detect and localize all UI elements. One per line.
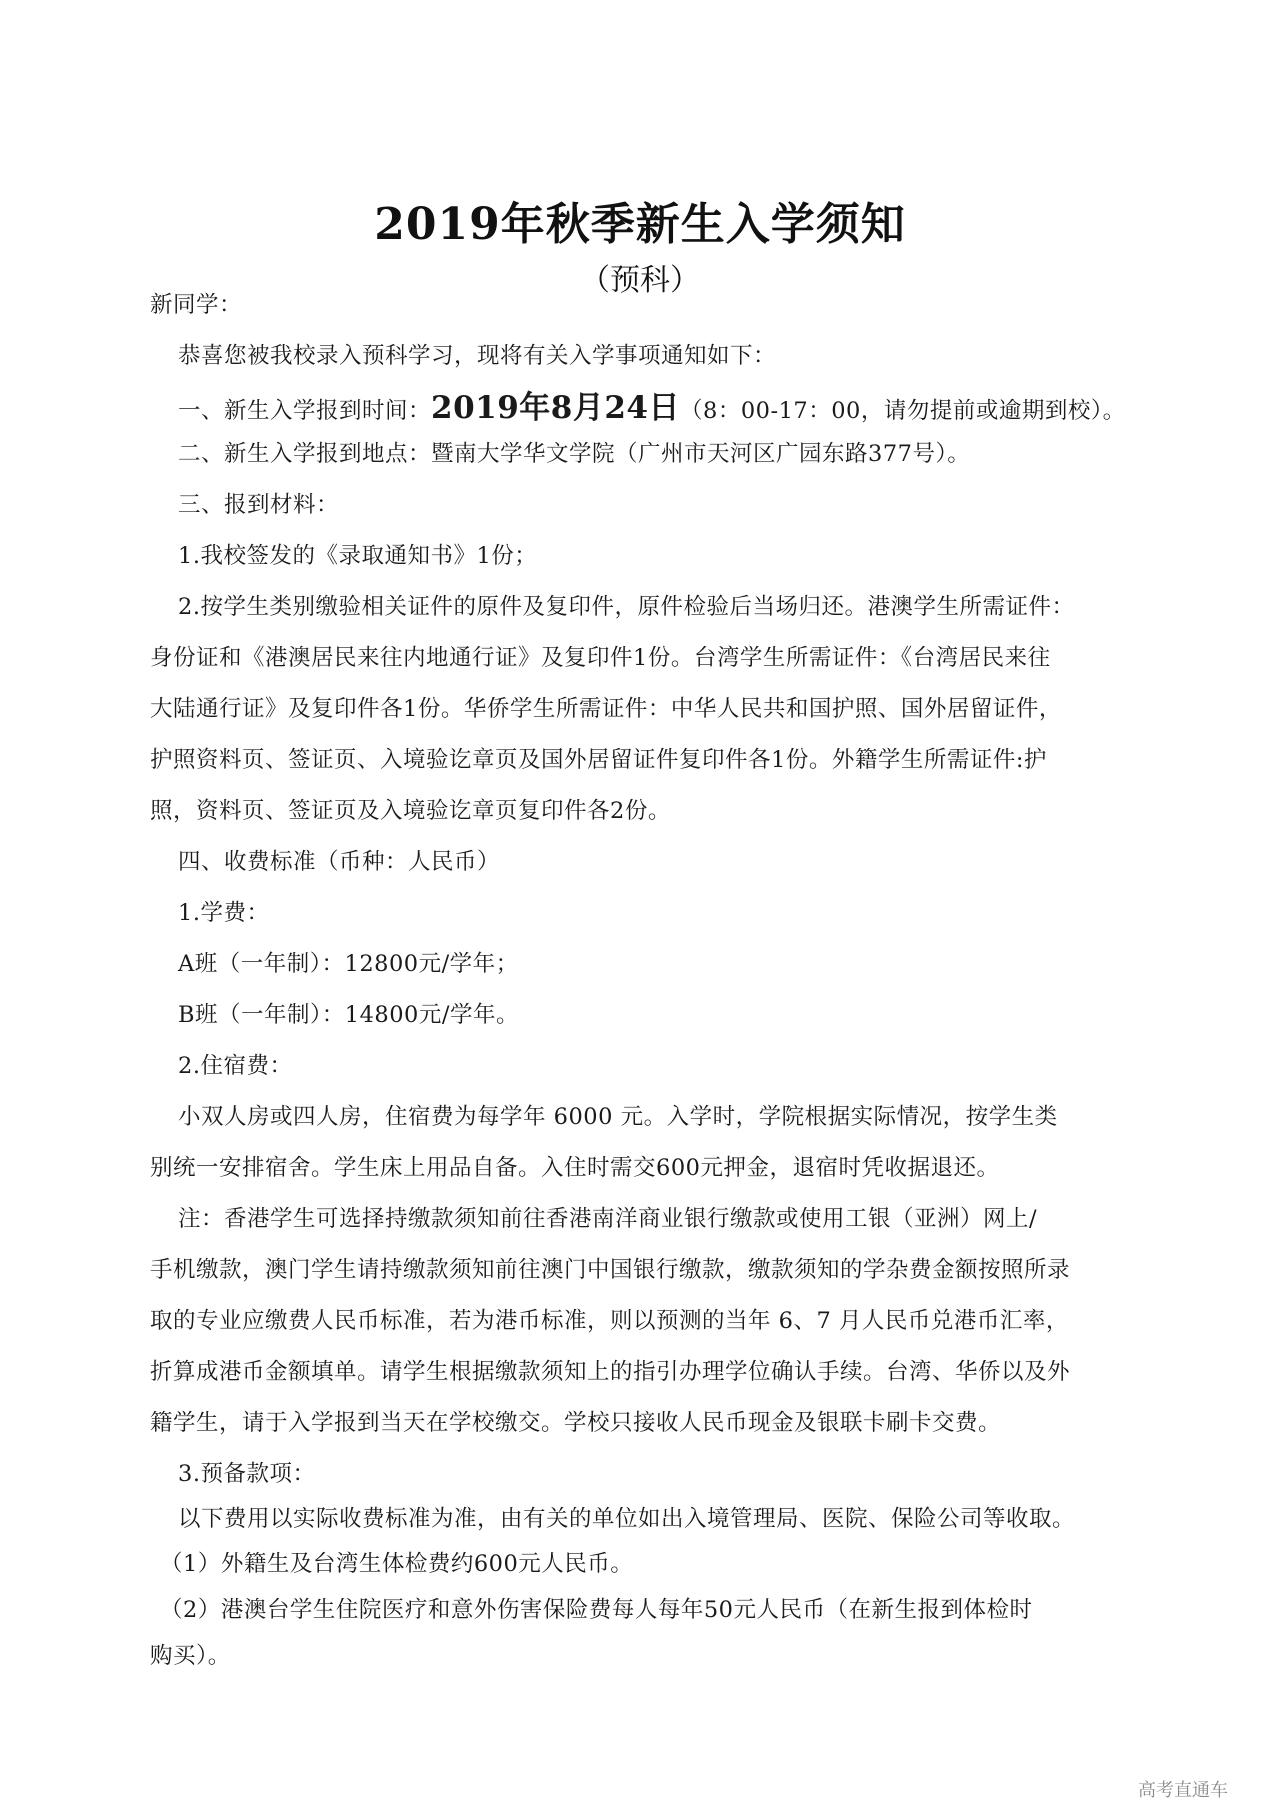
section-2-registration-location: 二、新生入学报到地点：暨南大学华文学院（广州市天河区广园东路377号）。 [178,441,971,467]
materials-item-2-line: 2.按学生类别缴验相关证件的原件及复印件，原件检验后当场归还。港澳学生所需证件： [178,594,1075,620]
reserve-item-2-line: （2）港澳台学生住院医疗和意外伤害保险费每人每年50元人民币（在新生报到体检时 [160,1597,1033,1623]
registration-date: 2019年8月24日 [431,390,681,426]
watermark: 高考直通车 [1138,1780,1228,1801]
reserve-item-2-line: 购买）。 [150,1643,231,1669]
materials-item-2-line: 护照资料页、签证页、入境验讫章页及国外居留证件复印件各1份。外籍学生所需证件:护 [150,747,1047,773]
intro-paragraph: 恭喜您被我校录入预科学习，现将有关入学事项通知如下： [178,343,777,369]
payment-note-line: 折算成港币金额填单。请学生根据缴款须知上的指引办理学位确认手续。台湾、华侨以及外 [150,1359,1071,1385]
document-title: 2019年秋季新生入学须知 [374,199,906,250]
payment-note-line: 籍学生，请于入学报到当天在学校缴交。学校只接收人民币现金及银联卡刷卡交费。 [150,1410,1002,1436]
section-1-registration-time [178,382,1126,427]
payment-note-line: 取的专业应缴费人民币标准，若为港币标准，则以预测的当年 6、7 月人民币兑港币汇率， [150,1308,1069,1334]
section-4-heading: 四、收费标准（币种：人民币） [178,849,501,875]
tuition-heading: 1.学费： [178,900,270,926]
reserve-heading: 3.预备款项： [178,1461,316,1487]
dorm-line: 别统一安排宿舍。学生床上用品自备。入住时需交600元押金，退宿时凭收据退还。 [150,1155,1000,1181]
reserve-intro: 以下费用以实际收费标准为准，由有关的单位如出入境管理局、医院、保险公司等收取。 [178,1506,1076,1532]
payment-note-line: 手机缴款，澳门学生请持缴款须知前往澳门中国银行缴款，缴款须知的学杂费金额按照所录 [150,1257,1071,1283]
salutation: 新同学： [150,292,243,318]
reserve-item-1: （1）外籍生及台湾生体检费约600元人民币。 [160,1551,634,1577]
document-subtitle: （预科） [580,263,700,298]
payment-note-line: 注：香港学生可选择持缴款须知前往香港南洋商业银行缴款或使用工银（亚洲）网上/ [178,1206,1038,1232]
tuition-class-b: B班（一年制）：14800元/学年。 [178,1002,519,1028]
section-1-prefix: 一、新生入学报到时间： [178,398,432,424]
materials-item-1: 1.我校签发的《录取通知书》1份； [178,543,538,569]
tuition-class-a: A班（一年制）：12800元/学年； [178,951,519,977]
materials-item-2-line: 身份证和《港澳居民来往内地通行证》及复印件1份。台湾学生所需证件：《台湾居民来往 [150,645,1051,671]
section-3-heading: 三、报到材料： [178,492,340,518]
dorm-heading: 2.住宿费： [178,1053,293,1079]
section-1-suffix: （8：00-17：00，请勿提前或逾期到校）。 [680,398,1126,424]
materials-item-2-line: 大陆通行证》及复印件各1份。华侨学生所需证件：中华人民共和国护照、国外居留证件， [150,696,1062,722]
dorm-line: 小双人房或四人房，住宿费为每学年 6000 元。入学时，学院根据实际情况，按学生类 [178,1104,1058,1130]
materials-item-2-line: 照，资料页、签证页及入境验讫章页复印件各2份。 [150,798,671,824]
